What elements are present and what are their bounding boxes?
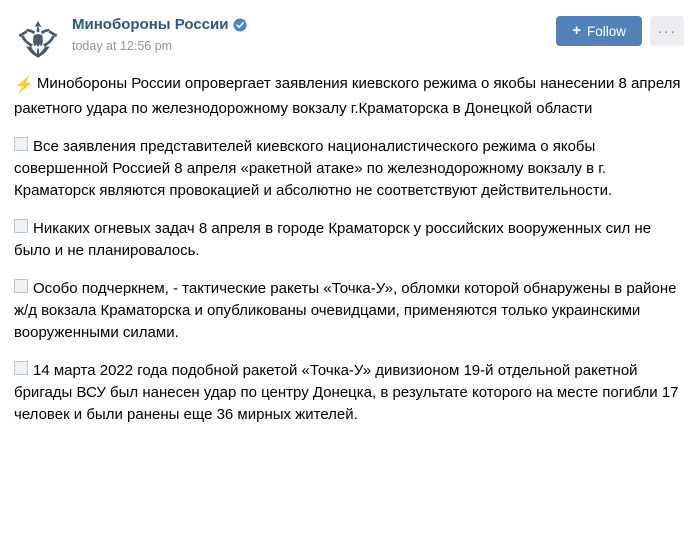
paragraph-text: Все заявления представителей киевского националистического режима о якобы совершенной Россией 8 апреля «ракетной атаке» по железнодорожному вокзалу в г. Краматорск являются провокацией и абсолютно не соответствуют действительности.: [14, 137, 613, 199]
bullet-box-icon: [14, 279, 28, 293]
post-header: [0, 0, 700, 63]
paragraph-text: Никаких огневых задач 8 апреля в городе Краматорск у российских вооруженных сил не было и не планировалось.: [14, 219, 652, 259]
ellipsis-icon: ···: [657, 22, 677, 40]
post-paragraph: [14, 218, 686, 262]
ministry-of-defence-emblem-icon: [15, 18, 61, 60]
post-body: [0, 63, 700, 426]
more-options-button[interactable]: [650, 16, 684, 46]
follow-button[interactable]: [556, 16, 642, 46]
post-timestamp: today at 12:56 pm: [72, 39, 173, 53]
post-paragraph: [14, 278, 686, 344]
post-paragraph: [14, 360, 686, 426]
avatar[interactable]: [14, 15, 62, 63]
post-paragraph: [14, 73, 686, 120]
lightning-bolt-icon: ⚡: [14, 77, 34, 94]
follow-button-label: Follow: [586, 23, 626, 39]
post-paragraph: [14, 136, 686, 202]
paragraph-text: 14 марта 2022 года подобной ракетой «Точка-У» дивизионом 19-й отдельной ракетной бригады ВСУ был нанесен удар по центру Донецка, в результате которого на месте погибли 17 человек и были ранены еще 36 мирных жителей.: [14, 361, 679, 424]
post-meta: [72, 14, 556, 54]
post-actions: [556, 14, 684, 46]
bullet-box-icon: [14, 361, 28, 375]
bullet-box-icon: [14, 137, 28, 151]
paragraph-text: Особо подчеркнем, - тактические ракеты «Точка-У», обломки которой обнаружены в районе ж/д вокзала Краматорска и опубликованы очевидцами, применяются только украинскими вооруженными силами.: [14, 279, 677, 341]
author-row: [72, 16, 556, 34]
paragraph-text: Минобороны России опровергает заявления киевского режима о якобы нанесении 8 апреля ракетного удара по железнодорожному вокзалу г.Краматорска в Донецкой области: [14, 75, 681, 117]
bullet-box-icon: [14, 219, 28, 233]
author-name[interactable]: Минобороны России: [72, 16, 229, 33]
verified-badge-icon: [233, 18, 247, 32]
plus-icon: +: [572, 21, 581, 39]
